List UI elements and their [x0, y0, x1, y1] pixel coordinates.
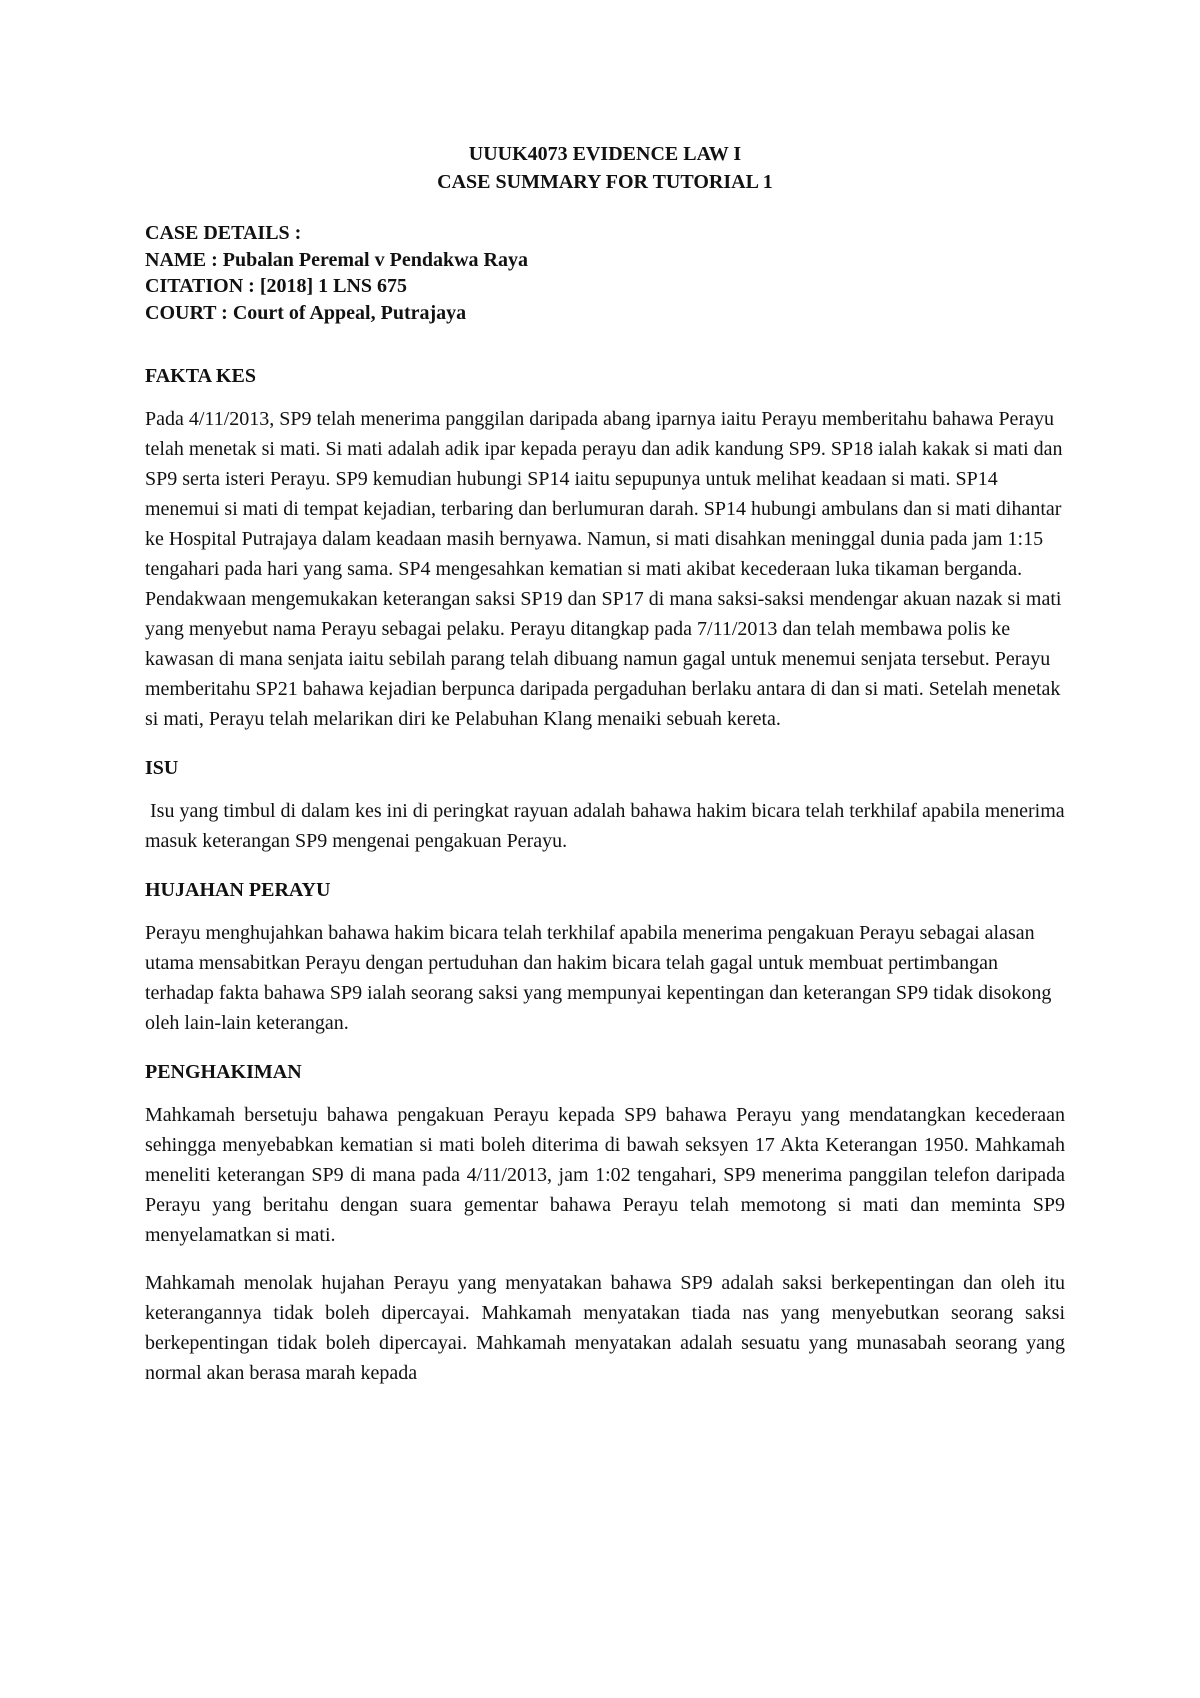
section-body: Pada 4/11/2013, SP9 telah menerima panggilan daripada abang iparnya iaitu Perayu memberitahu bahawa Perayu telah menetak si mati. Si mati adalah adik ipar kepada perayu dan adik kandung SP9. SP18 ialah kakak si mati dan SP9 serta isteri Perayu. SP9 kemudian hubungi SP14 iaitu sepupunya untuk melihat keadaan si mati. SP14 menemui si mati di tempat kejadian, terbaring dan berlumuran darah. SP14 hubungi ambulans dan si mati dihantar ke Hospital Putrajaya dalam keadaan masih bernyawa. Namun, si mati disahkan meninggal dunia pada jam 1:15 tengahari pada hari yang sama. SP4 mengesahkan kematian si mati akibat kecederaan luka tikaman berganda. Pendakwaan mengemukakan keterangan saksi SP19 dan SP17 di mana saksi-saksi mendengar akuan nazak si mati yang menyebut nama Perayu sebagai pelaku. Perayu ditangkap pada 7/11/2013 dan telah membawa polis ke kawasan di mana senjata iaitu sebilah parang telah dibuang namun gagal untuk menemui senjata tersebut. Perayu memberitahu SP21 bahawa kejadian berpunca daripada pergaduhan berlaku antara di dan si mati. Setelah menetak si mati, Perayu telah melarikan diri ke Pelabuhan Klang menaiki sebuah kereta. [145, 408, 1063, 730]
section-body: Perayu menghujahkan bahawa hakim bicara telah terkhilaf apabila menerima pengakuan Perayu sebagai alasan utama mensabitkan Perayu dengan pertuduhan dan hakim bicara telah gagal untuk membuat pertimbangan terhadap fakta bahawa SP9 ialah seorang saksi yang mempunyai kepentingan dan keterangan SP9 tidak disokong oleh lain-lain keterangan. [145, 922, 1052, 1034]
section-heading: ISU [145, 757, 179, 779]
section-paragraph: Mahkamah menolak hujahan Perayu yang menyatakan bahawa SP9 adalah saksi berkepentingan dan oleh itu keterangannya tidak boleh dipercayai. Mahkamah menyatakan tiada nas yang menyebutkan seorang saksi berkepentingan tidak boleh dipercayai. Mahkamah menyatakan adalah sesuatu yang munasabah seorang yang normal akan berasa marah kepada [145, 1272, 1065, 1384]
case-name: NAME : Pubalan Peremal v Pendakwa Raya [145, 248, 528, 271]
section-heading: PENGHAKIMAN [145, 1061, 302, 1083]
case-court: COURT : Court of Appeal, Putrajaya [145, 301, 467, 324]
course-title: UUUK4073 EVIDENCE LAW I [468, 143, 742, 165]
section-penghakiman [145, 1058, 1065, 1388]
section-fakta-kes [145, 362, 1065, 734]
document-subtitle: CASE SUMMARY FOR TUTORIAL 1 [437, 171, 773, 193]
case-citation: CITATION : [2018] 1 LNS 675 [145, 275, 408, 297]
section-heading: FAKTA KES [145, 365, 256, 387]
section-hujahan-perayu [145, 876, 1065, 1038]
document-header [145, 140, 1065, 196]
case-details [145, 220, 1065, 326]
section-heading: HUJAHAN PERAYU [145, 879, 331, 901]
case-details-heading: CASE DETAILS : [145, 222, 302, 244]
section-body: Isu yang timbul di dalam kes ini di peringkat rayuan adalah bahawa hakim bicara telah terkhilaf apabila menerima masuk keterangan SP9 mengenai pengakuan Perayu. [145, 800, 1070, 852]
section-isu [145, 754, 1070, 856]
section-paragraph: Mahkamah bersetuju bahawa pengakuan Perayu kepada SP9 bahawa Perayu yang mendatangkan kecederaan sehingga menyebabkan kematian si mati boleh diterima di bawah seksyen 17 Akta Keterangan 1950. Mahkamah meneliti keterangan SP9 di mana pada 4/11/2013, jam 1:02 tengahari, SP9 menerima panggilan telefon daripada Perayu yang beritahu dengan suara gementar bahawa Perayu telah memotong si mati dan meminta SP9 menyelamatkan si mati. [145, 1104, 1065, 1246]
document-page [145, 140, 1070, 1388]
